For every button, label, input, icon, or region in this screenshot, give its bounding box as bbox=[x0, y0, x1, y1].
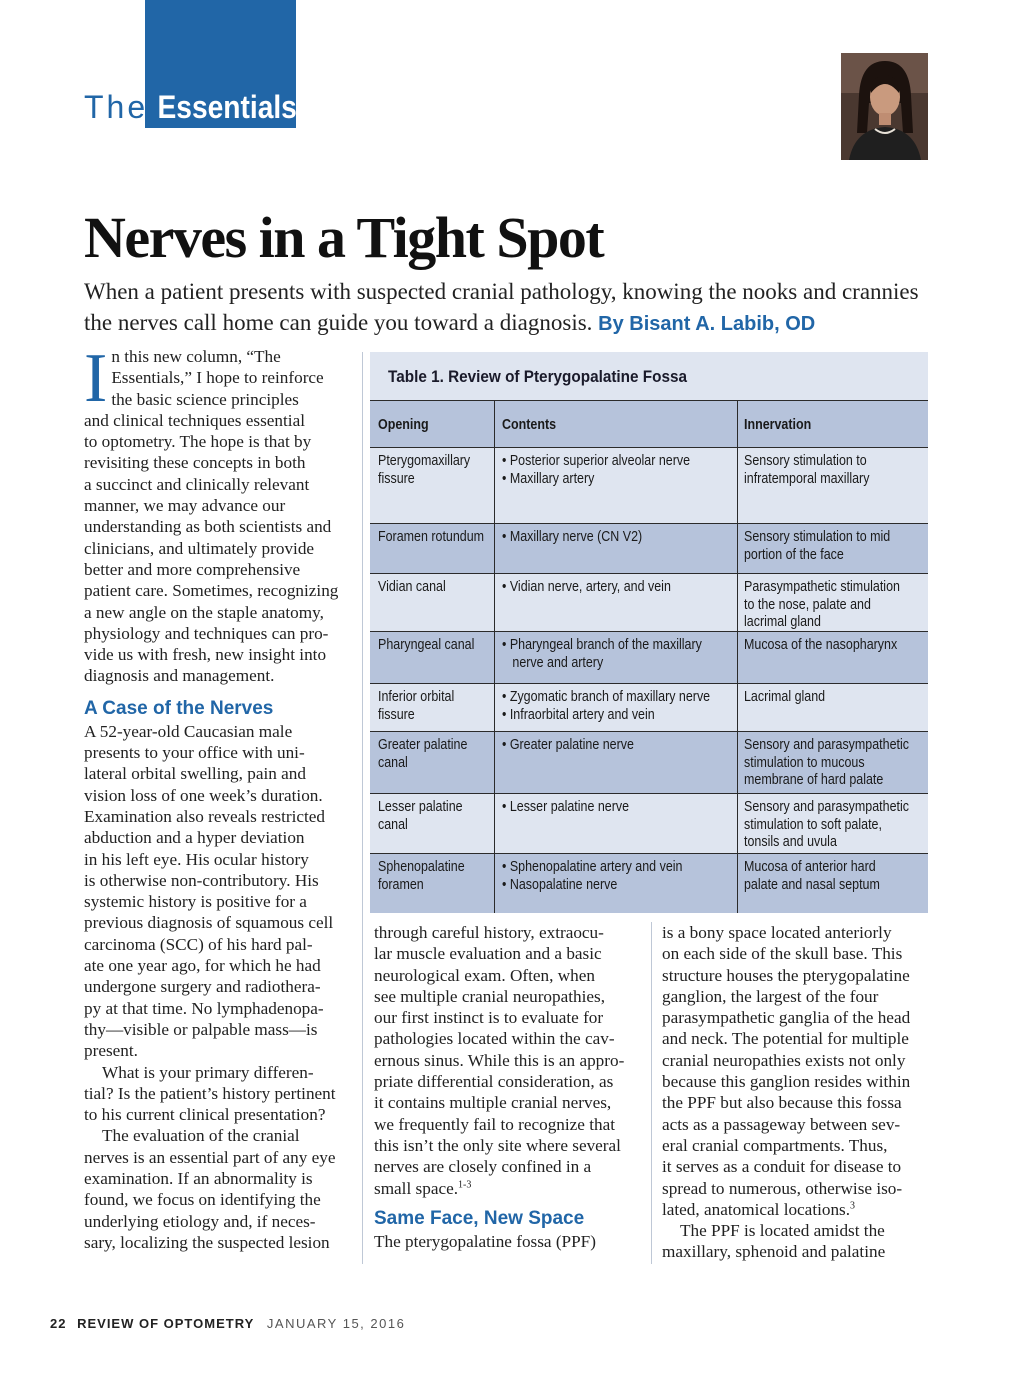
cell-innervation bbox=[738, 854, 928, 913]
table-row bbox=[370, 574, 928, 632]
reference-superscript: 1-3 bbox=[458, 1178, 472, 1190]
drop-cap: I bbox=[84, 340, 108, 417]
intro-line: better and more comprehensive bbox=[84, 559, 301, 579]
text-line: is otherwise non-contributory. His bbox=[84, 870, 319, 890]
cell-line: Pharyngeal canal bbox=[378, 637, 475, 653]
table-header-row bbox=[370, 400, 928, 448]
cell-line: Sensory and parasympathetic bbox=[744, 737, 909, 753]
cell-line: • Lesser palatine nerve bbox=[502, 799, 630, 815]
header-text: Innervation bbox=[744, 417, 812, 433]
text-line: previous diagnosis of squamous cell bbox=[84, 913, 334, 933]
table-row bbox=[370, 794, 928, 854]
text-line: sary, localizing the suspected lesion bbox=[84, 1232, 330, 1252]
cell-opening bbox=[370, 794, 495, 853]
cell-line: • Sphenopalatine artery and vein bbox=[502, 859, 683, 875]
cell-line: canal bbox=[378, 816, 408, 833]
text-line: in his left eye. His ocular history bbox=[84, 849, 309, 869]
cell-opening bbox=[370, 684, 495, 731]
cell-innervation bbox=[738, 524, 928, 573]
author-portrait-image bbox=[841, 53, 928, 160]
text-line: systemic history is positive for a bbox=[84, 892, 307, 912]
cell-line: • Vidian nerve, artery, and vein bbox=[502, 579, 671, 595]
text-line: the PPF but also because this fossa bbox=[662, 1093, 902, 1113]
table-row bbox=[370, 684, 928, 732]
text-line: The evaluation of the cranial bbox=[102, 1126, 300, 1146]
cell-line: stimulation to mucous bbox=[744, 754, 865, 771]
deck-text: When a patient presents with suspected cranial pathology, knowing the nooks and crannies the nerves call home can guide you toward a diagnosis. bbox=[84, 279, 919, 335]
table-row bbox=[370, 632, 928, 684]
cell-innervation bbox=[738, 732, 928, 793]
cell-line: fissure bbox=[378, 706, 415, 723]
cell-contents bbox=[495, 684, 738, 731]
text-line: A 52-year-old Caucasian male bbox=[84, 721, 293, 741]
cell-contents bbox=[495, 448, 738, 523]
cell-line: Sensory and parasympathetic bbox=[744, 799, 909, 815]
text-line: maxillary, sphenoid and palatine bbox=[662, 1242, 886, 1262]
cell-opening bbox=[370, 854, 495, 913]
intro-line: n this new column, “The bbox=[111, 347, 281, 366]
cell-opening bbox=[370, 574, 495, 631]
cell-innervation bbox=[738, 794, 928, 853]
text-line bbox=[662, 1199, 930, 1220]
header-innervation bbox=[738, 401, 928, 447]
cell-line: Mucosa of the nasopharynx bbox=[744, 637, 898, 653]
issue-date: JANUARY 15, 2016 bbox=[266, 1316, 406, 1331]
text-line: because this ganglion resides within bbox=[662, 1072, 911, 1092]
cell-line: Sensory stimulation to bbox=[744, 453, 867, 469]
text-line: neurological exam. Often, when bbox=[374, 965, 595, 985]
text-line: nerves is an essential part of any eye bbox=[84, 1147, 336, 1167]
text-line: lateral orbital swelling, pain and bbox=[84, 764, 306, 784]
page-number: 22 bbox=[50, 1316, 67, 1331]
review-table bbox=[370, 352, 928, 913]
text-line: it serves as a conduit for disease to bbox=[662, 1157, 902, 1177]
author-photo bbox=[841, 53, 928, 160]
text-line: cranial neuropathies exists not only bbox=[662, 1050, 906, 1070]
text-line: found, we focus on identifying the bbox=[84, 1190, 321, 1210]
cell-contents bbox=[495, 524, 738, 573]
intro-line: manner, we may advance our bbox=[84, 496, 286, 516]
cell-line: Lacrimal gland bbox=[744, 689, 826, 705]
cell-line: • Pharyngeal branch of the maxillary bbox=[502, 637, 702, 653]
cell-line: • Posterior superior alveolar nerve bbox=[502, 453, 691, 469]
text-line: our first instinct is to evaluate for bbox=[374, 1008, 604, 1028]
cell-line: Pterygomaxillary bbox=[378, 453, 471, 469]
text-line: it contains multiple cranial nerves, bbox=[374, 1093, 612, 1113]
column-label-the: The bbox=[84, 89, 149, 125]
cell-line: • Infraorbital artery and vein bbox=[502, 706, 655, 723]
intro-line: the basic science principles bbox=[111, 389, 299, 409]
text-line: and neck. The potential for multiple bbox=[662, 1029, 909, 1049]
text-line: eral cranial compartments. Thus, bbox=[662, 1135, 888, 1155]
column-label-essentials: Essentials bbox=[154, 88, 280, 126]
text-line: What is your primary differen- bbox=[102, 1062, 314, 1082]
ppf-paragraph bbox=[662, 922, 930, 1220]
cell-line: palate and nasal septum bbox=[744, 876, 880, 893]
cell-innervation bbox=[738, 448, 928, 523]
text-line: priate differential consideration, as bbox=[374, 1072, 614, 1092]
column-2 bbox=[374, 922, 642, 1252]
cell-line: • Zygomatic branch of maxillary nerve bbox=[502, 689, 711, 705]
reference-superscript: 3 bbox=[850, 1200, 856, 1212]
history-paragraph bbox=[374, 922, 642, 1199]
text-line: ate one year ago, for which he had bbox=[84, 956, 321, 976]
text-line: we frequently fail to recognize that bbox=[374, 1114, 615, 1134]
intro-line: physiology and techniques can pro- bbox=[84, 623, 329, 643]
page-footer bbox=[50, 1316, 405, 1331]
column-divider bbox=[362, 352, 363, 1264]
byline: By Bisant A. Labib, OD bbox=[598, 313, 816, 335]
cell-opening bbox=[370, 732, 495, 793]
cell-line: lacrimal gland bbox=[744, 614, 821, 630]
text-line: this isn’t the only site where several bbox=[374, 1135, 621, 1155]
headline: Nerves in a Tight Spot bbox=[84, 205, 604, 270]
text-line: spread to numerous, otherwise iso- bbox=[662, 1178, 903, 1198]
column-divider bbox=[651, 922, 652, 1264]
intro-line: patient care. Sometimes, recognizing bbox=[84, 581, 339, 601]
text-line: ganglion, the largest of the four bbox=[662, 986, 879, 1006]
cell-line: infratemporal maxillary bbox=[744, 470, 870, 487]
cell-contents bbox=[495, 794, 738, 853]
cell-line: Sensory stimulation to mid bbox=[744, 529, 891, 545]
text-line: lar muscle evaluation and a basic bbox=[374, 944, 602, 964]
intro-line: and clinical techniques essential bbox=[84, 410, 305, 430]
text-line: undergone surgery and radiothera- bbox=[84, 977, 321, 997]
magazine-name: REVIEW OF OPTOMETRY bbox=[77, 1316, 255, 1331]
cell-line: stimulation to soft palate, bbox=[744, 816, 882, 833]
text-line: through careful history, extraocu- bbox=[374, 923, 604, 942]
column-label bbox=[84, 88, 297, 126]
header-text: Contents bbox=[502, 417, 557, 433]
column-3 bbox=[662, 922, 930, 1263]
cell-innervation bbox=[738, 574, 928, 631]
text-line: abduction and a hyper deviation bbox=[84, 828, 305, 848]
intro-line: a succinct and clinically relevant bbox=[84, 474, 310, 494]
cell-line: Greater palatine bbox=[378, 737, 468, 753]
case-paragraph bbox=[84, 721, 352, 1062]
text-line: tial? Is the patient’s history pertinent bbox=[84, 1083, 336, 1103]
cell-line: Lesser palatine bbox=[378, 799, 463, 815]
ppf-paragraph-start: The pterygopalatine fossa (PPF) bbox=[374, 1231, 596, 1251]
cell-line: Parasympathetic stimulation bbox=[744, 579, 900, 595]
text-line: carcinoma (SCC) of his hard pal- bbox=[84, 934, 313, 954]
text-line: parasympathetic ganglia of the head bbox=[662, 1008, 911, 1028]
cell-line: fissure bbox=[378, 470, 415, 487]
cell-line: • Maxillary artery bbox=[502, 470, 595, 487]
header-opening bbox=[370, 401, 495, 447]
cell-contents bbox=[495, 632, 738, 683]
cell-line: • Maxillary nerve (CN V2) bbox=[502, 529, 643, 545]
cell-innervation bbox=[738, 632, 928, 683]
intro-line: understanding as both scientists and bbox=[84, 517, 332, 537]
evaluation-paragraph bbox=[84, 1125, 352, 1253]
column-1 bbox=[84, 340, 352, 1253]
text-line: examination. If an abnormality is bbox=[84, 1168, 313, 1188]
cell-line: tonsils and uvula bbox=[744, 834, 837, 850]
cell-line: Vidian canal bbox=[378, 579, 446, 595]
cell-line: foramen bbox=[378, 876, 424, 893]
text-line: The PPF is located amidst the bbox=[680, 1221, 885, 1241]
cell-opening bbox=[370, 524, 495, 573]
section-heading-case: A Case of the Nerves bbox=[84, 697, 274, 719]
text-fragment: lated, anatomical locations. bbox=[662, 1199, 851, 1219]
intro-line: a new angle on the staple anatomy, bbox=[84, 602, 324, 622]
cell-opening bbox=[370, 632, 495, 683]
location-paragraph bbox=[662, 1220, 930, 1263]
table-row bbox=[370, 732, 928, 794]
text-line: present. bbox=[84, 1041, 138, 1061]
text-line: presents to your office with uni- bbox=[84, 743, 305, 763]
cell-line: Foramen rotundum bbox=[378, 529, 485, 545]
text-line: Examination also reveals restricted bbox=[84, 806, 326, 826]
table-row bbox=[370, 854, 928, 913]
cell-line: Mucosa of anterior hard bbox=[744, 859, 876, 875]
header-text: Opening bbox=[378, 417, 429, 433]
cell-opening bbox=[370, 448, 495, 523]
table-row bbox=[370, 524, 928, 574]
intro-line: clinicians, and ultimately provide bbox=[84, 538, 315, 558]
cell-line: membrane of hard palate bbox=[744, 772, 884, 788]
text-line: see multiple cranial neuropathies, bbox=[374, 986, 605, 1006]
cell-line: nerve and artery bbox=[502, 654, 604, 671]
cell-line: canal bbox=[378, 754, 408, 771]
intro-line: Essentials,” I hope to reinforce bbox=[111, 368, 324, 388]
cell-line: to the nose, palate and bbox=[744, 596, 871, 613]
intro-line: revisiting these concepts in both bbox=[84, 453, 306, 473]
text-line: acts as a passageway between sev- bbox=[662, 1114, 901, 1134]
text-line: py at that time. No lymphadenopa- bbox=[84, 998, 324, 1018]
cell-contents bbox=[495, 854, 738, 913]
table-row bbox=[370, 448, 928, 524]
intro-line: diagnosis and management. bbox=[84, 666, 275, 686]
cell-line: Inferior orbital bbox=[378, 689, 455, 705]
table-title: Table 1. Review of Pterygopalatine Fossa bbox=[388, 367, 688, 386]
cell-line: Sphenopalatine bbox=[378, 859, 465, 875]
intro-line: vide us with fresh, new insight into bbox=[84, 645, 327, 665]
text-line: on each side of the skull base. This bbox=[662, 944, 903, 964]
cell-line: • Greater palatine nerve bbox=[502, 737, 634, 753]
section-heading-same-face: Same Face, New Space bbox=[374, 1207, 585, 1229]
text-line bbox=[374, 1178, 642, 1199]
text-line: to his current clinical presentation? bbox=[84, 1105, 326, 1125]
cell-line: portion of the face bbox=[744, 546, 844, 563]
text-line: is a bony space located anteriorly bbox=[662, 923, 892, 942]
question-paragraph bbox=[84, 1062, 352, 1126]
text-line: thy—visible or palpable mass—is bbox=[84, 1019, 318, 1039]
intro-line: to optometry. The hope is that by bbox=[84, 432, 312, 452]
text-line: nerves are closely confined in a bbox=[374, 1157, 592, 1177]
cell-innervation bbox=[738, 684, 928, 731]
intro-paragraph bbox=[84, 340, 352, 687]
header-contents bbox=[495, 401, 738, 447]
text-line: underlying etiology and, if neces- bbox=[84, 1211, 316, 1231]
text-line: vision loss of one week’s duration. bbox=[84, 785, 323, 805]
text-line: structure houses the pterygopalatine bbox=[662, 965, 910, 985]
deck bbox=[84, 276, 944, 340]
cell-line: • Nasopalatine nerve bbox=[502, 876, 618, 893]
text-line: ernous sinus. While this is an appro- bbox=[374, 1050, 625, 1070]
text-fragment: small space. bbox=[374, 1178, 458, 1198]
text-line: pathologies located within the cav- bbox=[374, 1029, 615, 1049]
cell-contents bbox=[495, 732, 738, 793]
cell-contents bbox=[495, 574, 738, 631]
